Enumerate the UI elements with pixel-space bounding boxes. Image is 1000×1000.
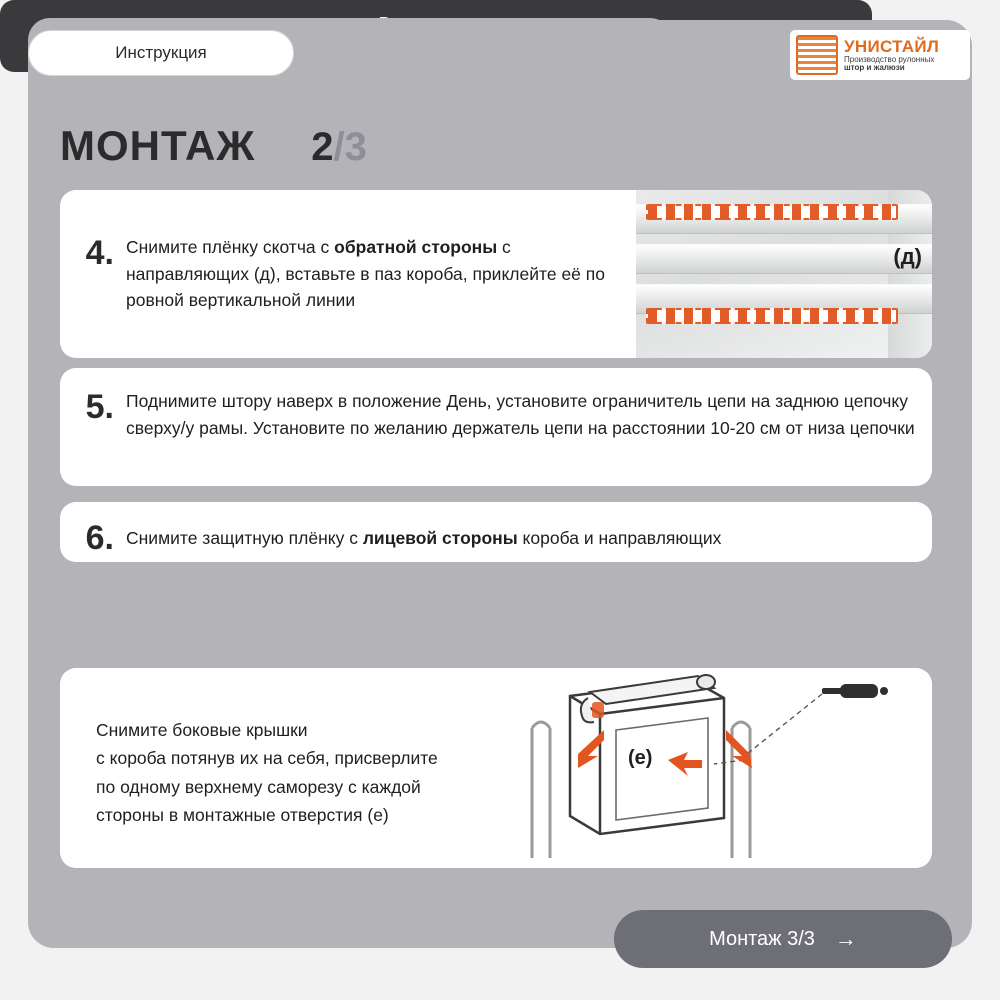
photo-label-d: (д) (893, 244, 922, 269)
next-page-button[interactable] (614, 910, 952, 968)
page-current: 2 (311, 125, 334, 169)
step-4-number: 4. (85, 234, 114, 272)
step-6-text-part2: короба и направляющих (517, 527, 722, 548)
step-6-number: 6. (85, 518, 114, 557)
bottom-filler (28, 880, 584, 946)
step-6-text (126, 525, 737, 552)
step-4-text (126, 234, 626, 314)
step-5-text: Поднимите штору наверх в положение День, установите ограничитель цепи на заднюю цепочку сверху/у рамы. Установите по желанию держатель цепи на расстоянии 10-20 см от низа цепочки (126, 391, 915, 438)
logo-subtitle-2: штор и жалюзи (844, 62, 905, 72)
arrow-right-icon: → (834, 926, 857, 951)
step-5-number: 5. (85, 388, 114, 426)
page-counter (311, 125, 367, 170)
final-line-3: по одному верхнему саморезу с каждой (96, 776, 421, 797)
diagram-label-e: (е) (628, 747, 653, 769)
logo-subtitle-1: Производство рулонных (844, 54, 935, 64)
logo-title: УНИСТАЙЛ (844, 36, 940, 56)
final-instruction-text (96, 716, 526, 829)
rail-photo (636, 190, 932, 358)
page-total: 3 (344, 125, 367, 169)
final-instruction-block (60, 668, 932, 868)
blinds-icon (796, 35, 838, 75)
tab-instruction[interactable] (28, 30, 294, 76)
step-5-row (60, 368, 932, 486)
step-6-text-bold: лицевой стороны (362, 527, 518, 548)
final-line-2: с короба потянув их на себя, присверлите (96, 748, 438, 769)
step-6-row (60, 502, 932, 562)
tape-highlight-top (646, 204, 898, 220)
step-4-text-part2: с направляющих (д), вставьте в паз короба, приклейте её по ровной вертикальной линии (126, 237, 605, 311)
next-page-label: Монтаж 3/3 (709, 927, 815, 950)
step-6-block (60, 502, 932, 562)
final-line-4: стороны в монтажные отверстия (е) (96, 805, 389, 826)
step-4-text-bold: обратной стороны (334, 237, 498, 257)
blind-slat (636, 244, 932, 274)
tab-instruction-label: Инструкция (115, 43, 207, 62)
step-6-text-part1: Снимите защитную плёнку с (126, 527, 363, 548)
logo-text (844, 38, 939, 73)
tape-highlight-bottom (646, 308, 898, 324)
step-5-block (60, 368, 932, 486)
page-title (60, 122, 367, 170)
step-4-text-part1: Снимите плёнку скотча с (126, 237, 335, 257)
final-line-1: Снимите боковые крышки (96, 720, 308, 740)
page-separator: / (333, 125, 345, 169)
page-title-text: МОНТАЖ (60, 122, 256, 169)
assembly-diagram (492, 668, 912, 868)
step-4-block (60, 190, 932, 358)
brand-logo (790, 30, 970, 80)
